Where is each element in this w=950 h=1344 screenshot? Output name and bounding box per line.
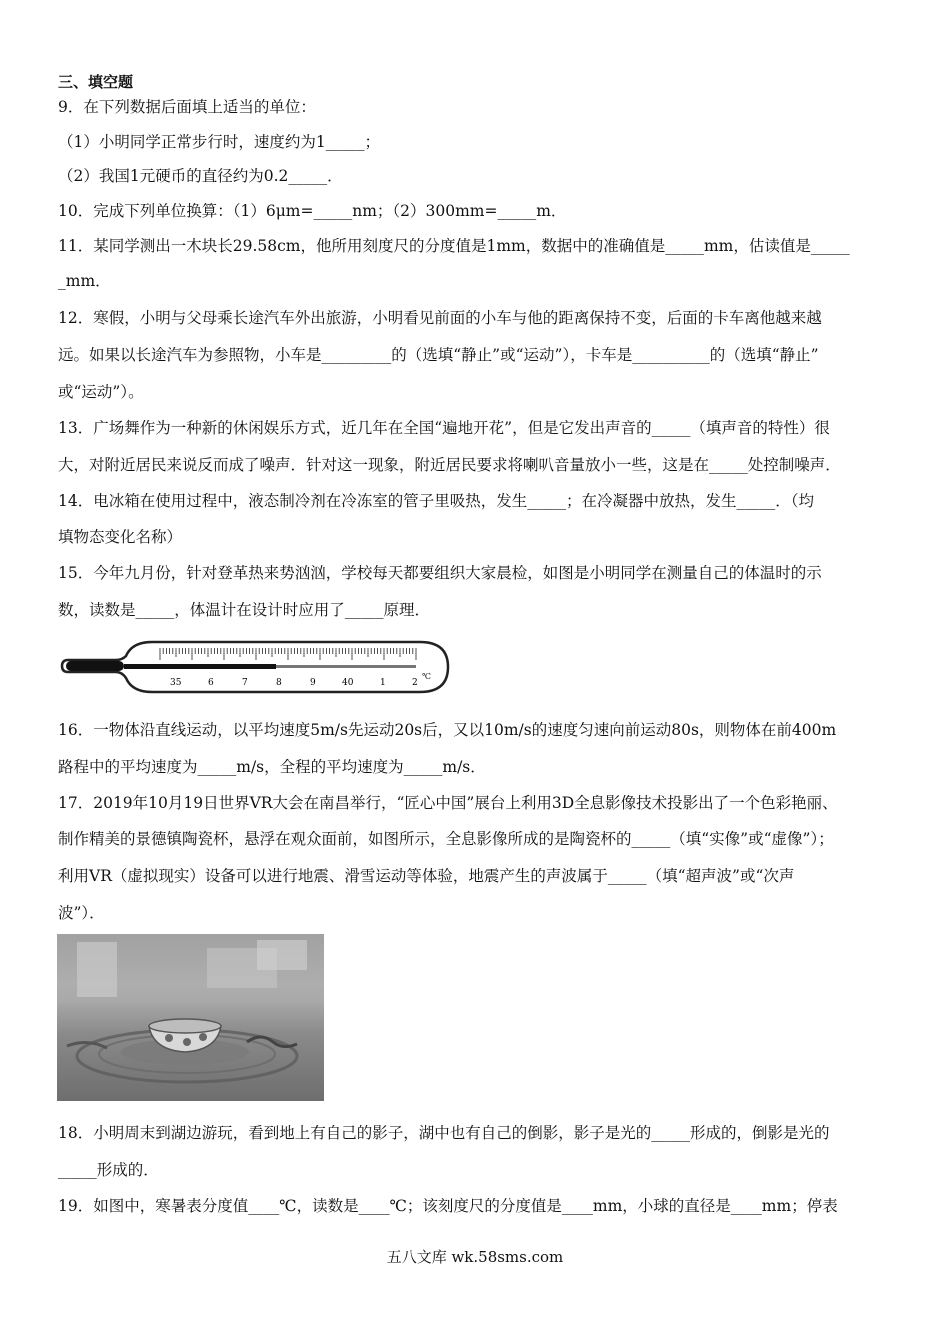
q12-line-2: 远。如果以长途汽车为参照物，小车是_________的（选填“静止”或“运动”），卡车是__________的（选填“静止” <box>58 346 819 364</box>
scale-label-8: 8 <box>276 678 282 688</box>
q14-line-2: 填物态变化名称） <box>58 528 183 546</box>
q17-line-1: 17．2019年10月19日世界VR大会在南昌举行，“匠心中国”展台上利用3D全息影像技术投影出了一个色彩艳丽、 <box>58 794 838 812</box>
mercury-column <box>124 664 276 669</box>
q15-line-2: 数，读数是_____，体温计在设计时应用了_____原理． <box>58 601 431 619</box>
scale-label-2: 2 <box>412 678 418 688</box>
q17-line-4: 波”）． <box>58 904 105 922</box>
q12-line-1: 12．寒假，小明与父母乘长途汽车外出旅游，小明看见前面的小车与他的距离保持不变，后面的卡车离他越来越 <box>58 309 822 327</box>
q9-line-2: （1）小明同学正常步行时，速度约为1_____； <box>58 133 380 151</box>
q17-line-3: 利用VR（虚拟现实）设备可以进行地震、滑雪运动等体验，地震产生的声波属于_____（填“超声波”或“次声 <box>58 867 795 885</box>
q19-line-1: 19．如图中，寒暑表分度值____℃，读数是____℃；该刻度尺的分度值是____mm，小球的直径是____mm；停表 <box>58 1197 838 1215</box>
q13-line-2: 大，对附近居民来说反而成了噪声．针对这一现象，附近居民要求将喇叭音量放小一些，这是在_____处控制噪声． <box>58 456 841 474</box>
q16-line-2: 路程中的平均速度为_____m/s，全程的平均速度为_____m/s． <box>58 758 486 776</box>
scale-label-35: 35 <box>170 678 182 688</box>
q18-line-2: _____形成的． <box>58 1161 159 1179</box>
capillary-empty <box>276 665 416 668</box>
section-title: 三、填空题 <box>58 73 134 91</box>
q11-line-2: _mm． <box>58 272 111 290</box>
scale-label-1: 1 <box>380 678 386 688</box>
q14-line-1: 14．电冰箱在使用过程中，液态制冷剂在冷冻室的管子里吸热，发生_____；在冷凝器中放热，发生_____．（均 <box>58 492 814 510</box>
q18-line-1: 18．小明周末到湖边游玩，看到地上有自己的影子，湖中也有自己的倒影，影子是光的_____形成的，倒影是光的 <box>58 1124 830 1142</box>
hologram-cup-photo <box>57 934 324 1101</box>
q12-line-3: 或“运动”）。 <box>58 383 144 401</box>
q15-line-1: 15．今年九月份，针对登革热来势汹汹，学校每天都要组织大家晨检，如图是小明同学在测量自己的体温时的示 <box>58 564 822 582</box>
thermometer-bulb <box>66 661 124 671</box>
q11-line-1: 11．某同学测出一木块长29.58cm，他所用刻度尺的分度值是1mm，数据中的准确值是_____mm，估读值是_____ <box>58 237 850 255</box>
scale-label-unit: ℃ <box>422 672 431 681</box>
q13-line-1: 13．广场舞作为一种新的休闲娱乐方式，近几年在全国“遍地开花”，但是它发出声音的_____（填声音的特性）很 <box>58 419 830 437</box>
thermometer-figure <box>60 636 452 698</box>
page-footer: 五八文库 wk.58sms.com <box>386 1248 564 1266</box>
q9-line-1: 9．在下列数据后面填上适当的单位： <box>58 98 316 116</box>
scale-label-9: 9 <box>310 678 316 688</box>
scale-label-40: 40 <box>342 678 354 688</box>
q10-line: 10．完成下列单位换算：（1）6μm=_____nm；（2）300mm=_____m． <box>58 202 567 220</box>
q16-line-1: 16．一物体沿直线运动，以平均速度5m/s先运动20s后，又以10m/s的速度匀速向前运动80s，则物体在前400m <box>58 721 837 739</box>
photo-illustration <box>57 934 324 1101</box>
q17-line-2: 制作精美的景德镇陶瓷杯，悬浮在观众面前，如图所示，全息影像所成的是陶瓷杯的_____（填“实像”或“虚像”）； <box>58 830 834 848</box>
scale-label-6: 6 <box>208 678 214 688</box>
scale-label-7: 7 <box>242 678 248 688</box>
q9-line-3: （2）我国1元硬币的直径约为0.2_____． <box>58 167 343 185</box>
